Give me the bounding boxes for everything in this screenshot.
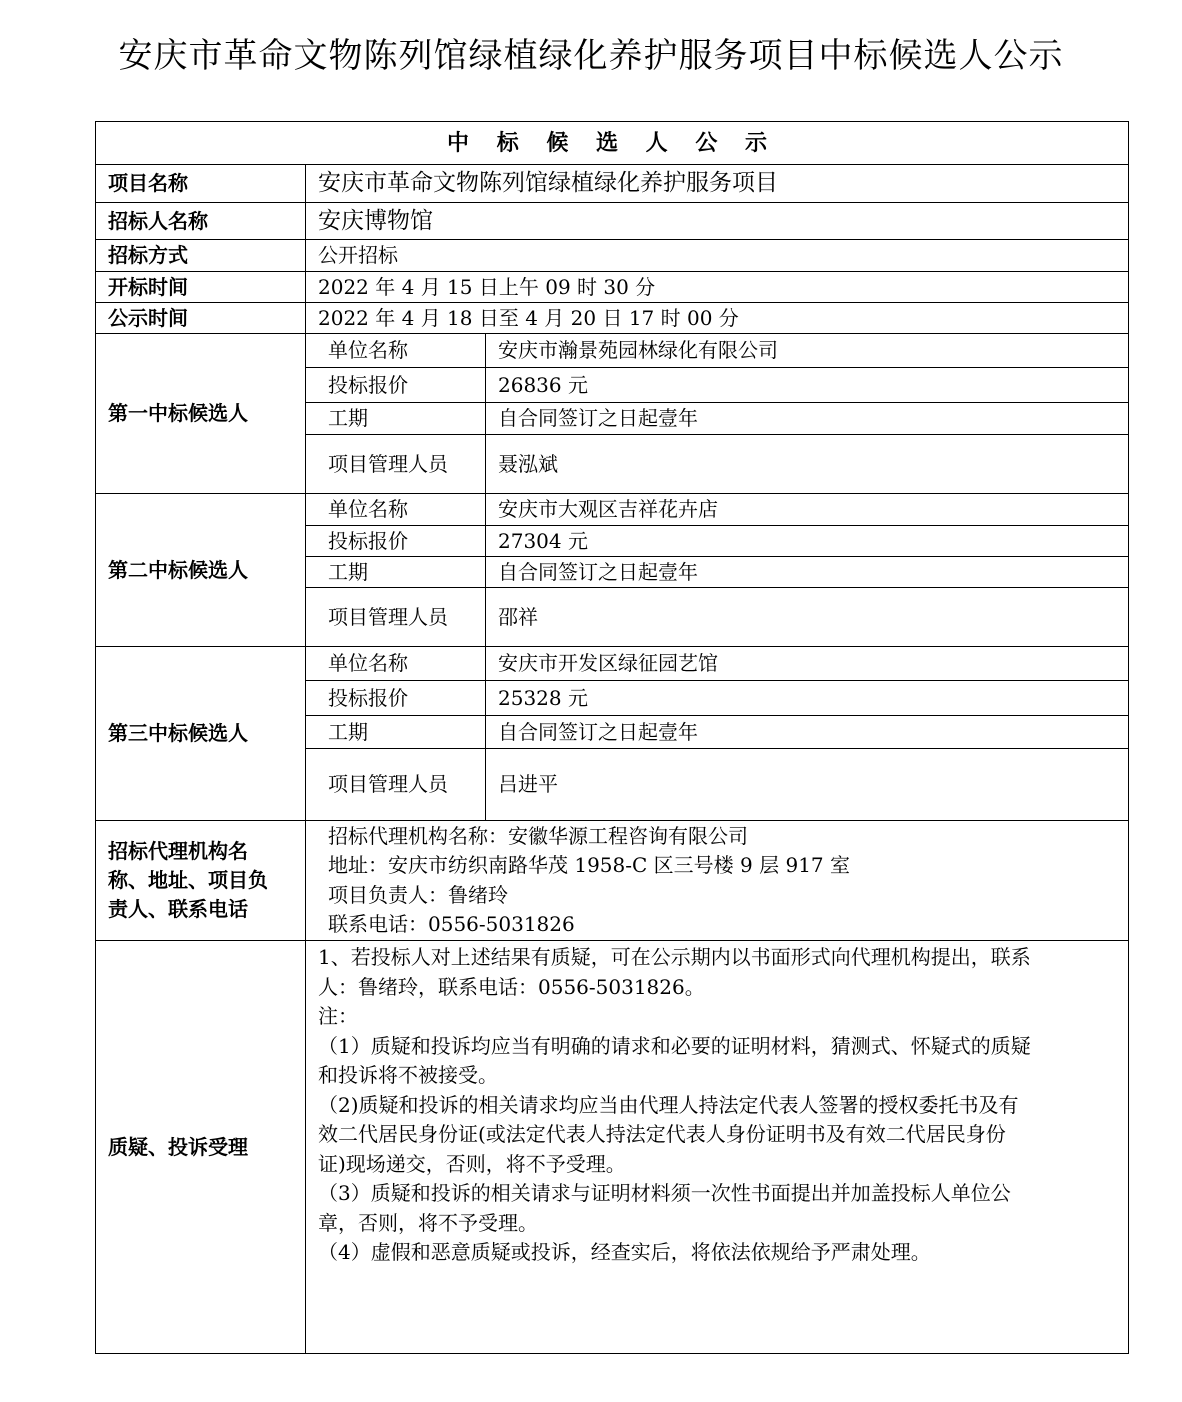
candidate-3-bid-label: 投标报价 — [306, 681, 486, 716]
candidate-3-manager-label: 项目管理人员 — [306, 749, 486, 821]
complaints-line: （1）质疑和投诉均应当有明确的请求和必要的证明材料，猜测式、怀疑式的质疑 — [318, 1033, 1031, 1058]
candidate-1-manager: 聂泓斌 — [486, 435, 1129, 494]
candidate-2-bid-label: 投标报价 — [306, 526, 486, 557]
complaints-line: 1、若投标人对上述结果有质疑，可在公示期内以书面形式向代理机构提出，联系 — [318, 945, 1031, 969]
agency-line: 招标代理机构名称：安徽华源工程咨询有限公司 — [328, 823, 748, 848]
agency-label-line: 责人、联系电话 — [108, 897, 248, 921]
open-time-value: 2022 年 4 月 15 日上午 09 时 30 分 — [306, 272, 1129, 303]
candidate-1-bid: 26836 元 — [486, 368, 1129, 403]
candidate-2-manager: 邵祥 — [486, 588, 1129, 647]
agency-line: 联系电话：0556-5031826 — [328, 912, 575, 936]
tenderer-value: 安庆博物馆 — [306, 203, 1129, 240]
complaints-line: 注： — [318, 1004, 358, 1028]
candidate-2-unit-label: 单位名称 — [306, 494, 486, 526]
candidate-3-rank: 第三中标候选人 — [96, 647, 306, 821]
agency-line: 地址：安庆市纺织南路华茂 1958-C 区三号楼 9 层 917 室 — [328, 853, 851, 877]
candidate-3-unit: 安庆市开发区绿征园艺馆 — [486, 647, 1129, 681]
candidate-3-unit-label: 单位名称 — [306, 647, 486, 681]
table-header: 中 标 候 选 人 公 示 — [96, 122, 1129, 165]
project-name-value: 安庆市革命文物陈列馆绿植绿化养护服务项目 — [306, 165, 1129, 203]
candidate-2-manager-label: 项目管理人员 — [306, 588, 486, 647]
candidate-3-manager: 吕进平 — [486, 749, 1129, 821]
candidate-2-rank: 第二中标候选人 — [96, 494, 306, 647]
complaints-line: 人：鲁绪玲，联系电话：0556-5031826。 — [318, 974, 705, 999]
tenderer-label: 招标人名称 — [96, 203, 306, 240]
complaints-line: 效二代居民身份证(或法定代表人持法定代表人身份证明书及有效二代居民身份 — [318, 1122, 1006, 1146]
agency-line: 项目负责人：鲁绪玲 — [328, 882, 508, 907]
method-label: 招标方式 — [96, 240, 306, 272]
complaints-label: 质疑、投诉受理 — [96, 941, 306, 1354]
complaints-line: （4）虚假和恶意质疑或投诉，经查实后，将依法依规给予严肃处理。 — [318, 1240, 931, 1264]
candidate-1-unit-label: 单位名称 — [306, 334, 486, 368]
open-time-label: 开标时间 — [96, 272, 306, 303]
candidate-2-period: 自合同签订之日起壹年 — [486, 557, 1129, 588]
publicity-time-label: 公示时间 — [96, 303, 306, 334]
page-title: 安庆市革命文物陈列馆绿植绿化养护服务项目中标候选人公示 — [118, 36, 1064, 76]
complaints-line: 章，否则，将不予受理。 — [318, 1210, 538, 1235]
complaints-line: （2)质疑和投诉的相关请求均应当由代理人持法定代表人签署的授权委托书及有 — [318, 1092, 1019, 1117]
candidate-1-rank: 第一中标候选人 — [96, 334, 306, 494]
agency-label — [96, 821, 306, 941]
agency-label-line: 招标代理机构名 — [108, 839, 248, 863]
candidate-3-bid: 25328 元 — [486, 681, 1129, 716]
publicity-time-value: 2022 年 4 月 18 日至 4 月 20 日 17 时 00 分 — [306, 303, 1129, 334]
method-value: 公开招标 — [306, 240, 1129, 272]
candidate-1-manager-label: 项目管理人员 — [306, 435, 486, 494]
complaints-content — [306, 941, 1129, 1354]
complaints-line: 证)现场递交，否则，将不予受理。 — [318, 1151, 626, 1176]
candidate-3-period: 自合同签订之日起壹年 — [486, 716, 1129, 749]
candidate-2-unit: 安庆市大观区吉祥花卉店 — [486, 494, 1129, 526]
candidate-3-period-label: 工期 — [306, 716, 486, 749]
complaints-line: （3）质疑和投诉的相关请求与证明材料须一次性书面提出并加盖投标人单位公 — [318, 1181, 1011, 1205]
agency-info — [306, 821, 1129, 941]
candidate-1-bid-label: 投标报价 — [306, 368, 486, 403]
agency-label-line: 称、地址、项目负 — [108, 868, 268, 892]
candidate-1-period: 自合同签订之日起壹年 — [486, 403, 1129, 435]
candidate-2-period-label: 工期 — [306, 557, 486, 588]
candidate-1-period-label: 工期 — [306, 403, 486, 435]
notice-table — [95, 121, 1129, 1354]
candidate-2-bid: 27304 元 — [486, 526, 1129, 557]
project-name-label: 项目名称 — [96, 165, 306, 203]
complaints-line: 和投诉将不被接受。 — [318, 1063, 498, 1087]
candidate-1-unit: 安庆市瀚景苑园林绿化有限公司 — [486, 334, 1129, 368]
